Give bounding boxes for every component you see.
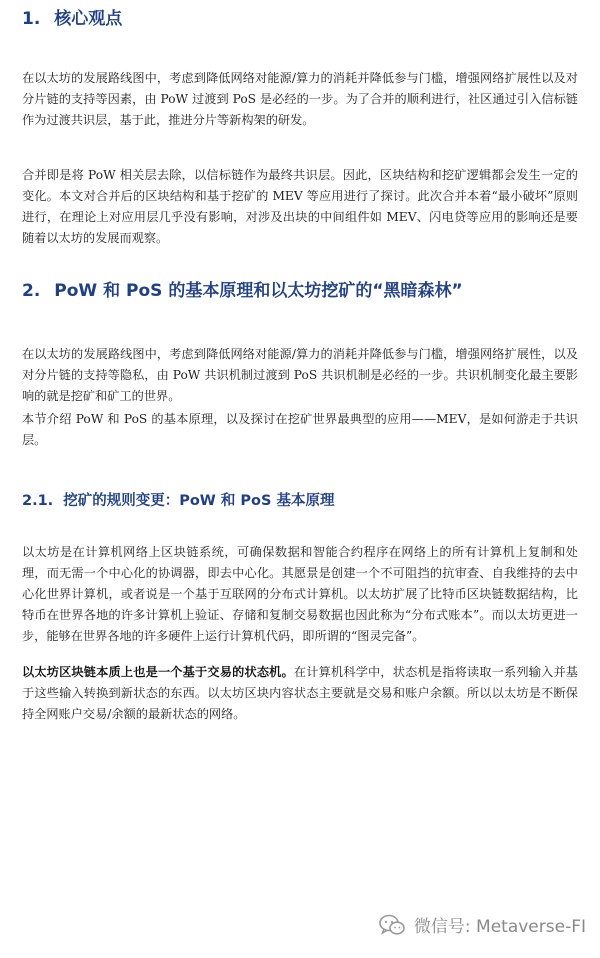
section-title: PoW 和 PoS 的基本原理和以太坊挖矿的“黑暗森林” <box>54 281 463 301</box>
paragraph: 合并即是将 PoW 相关层去除，以信标链作为最终共识层。因此，区块结构和挖矿逻辑都会发生一定的变化。本文对合并后的区块结构和基于挖矿的 MEV 等应用进行了探讨。此次合并本着“最小破坏”原则进行，在理论上对应用层几乎没有影响，对涉及出块的中间组件如 MEV、闪电贷等应用的影响还是要随着以太坊的发展而观察。 <box>22 168 578 245</box>
paragraph: 本节介绍 PoW 和 PoS 的基本原理，以及探讨在挖矿世界最典型的应用——MEV，是如何游走于共识层。 <box>22 412 578 447</box>
section-heading-1 <box>22 8 122 30</box>
watermark <box>378 912 586 937</box>
subsection-heading <box>22 491 334 511</box>
section-number: 1. <box>22 9 41 29</box>
wechat-icon <box>378 913 406 937</box>
emphasized-text: 以太坊区块链本质上也是一个基于交易的状态机。 <box>22 665 294 679</box>
paragraph <box>22 662 578 725</box>
paragraph: 以太坊是在计算机网络上区块链系统，可确保数据和智能合约程序在网络上的所有计算机上复制和处理，而无需一个中心化的协调器，即去中心化。其愿景是创建一个不可阻挡的抗审查、自我维持的去中心化世界计算机，或者说是一个基于互联网的分布式计算机。以太坊扩展了比特币区块链数据结构，比特币在世界各地的许多计算机上验证、存储和复制交易数据也因此称为“分布式账本”。而以太坊更进一步，能够在世界各地的许多硬件上运行计算机代码，即所谓的“图灵完备”。 <box>22 545 578 643</box>
watermark-text: 微信号: Metaverse-FI <box>413 917 586 937</box>
section-number: 2. <box>22 281 41 301</box>
paragraph: 在以太坊的发展路线图中，考虑到降低网络对能源/算力的消耗并降低参与门槛，增强网络扩展性，以及对分片链的支持等隐私，由 PoW 共识机制过渡到 PoS 共识机制是必经的一步。共识机制变化最主要影响的就是挖矿和矿工的世界。 <box>22 347 578 403</box>
section-heading-2 <box>22 280 463 302</box>
section-title: 核心观点 <box>54 9 123 29</box>
paragraph-text: 在计算机科学中，状态机是指将读取一系列输入并基于这些输入转换到新状态的东西。以太坊区块内容状态主要就是交易和账户余额。所以以太坊是不断保持全网账户交易/余额的最新状态的网络。 <box>22 665 578 721</box>
subsection-number: 2.1. <box>22 493 54 509</box>
subsection-title: 挖矿的规则变更：PoW 和 PoS 基本原理 <box>63 493 335 509</box>
paragraph: 在以太坊的发展路线图中，考虑到降低网络对能源/算力的消耗并降低参与门槛，增强网络扩展性以及对分片链的支持等因素，由 PoW 过渡到 PoS 是必经的一步。为了合并的顺利进行，社区通过引入信标链作为过渡共识层，基于此，推进分片等新构架的研发。 <box>22 71 578 127</box>
